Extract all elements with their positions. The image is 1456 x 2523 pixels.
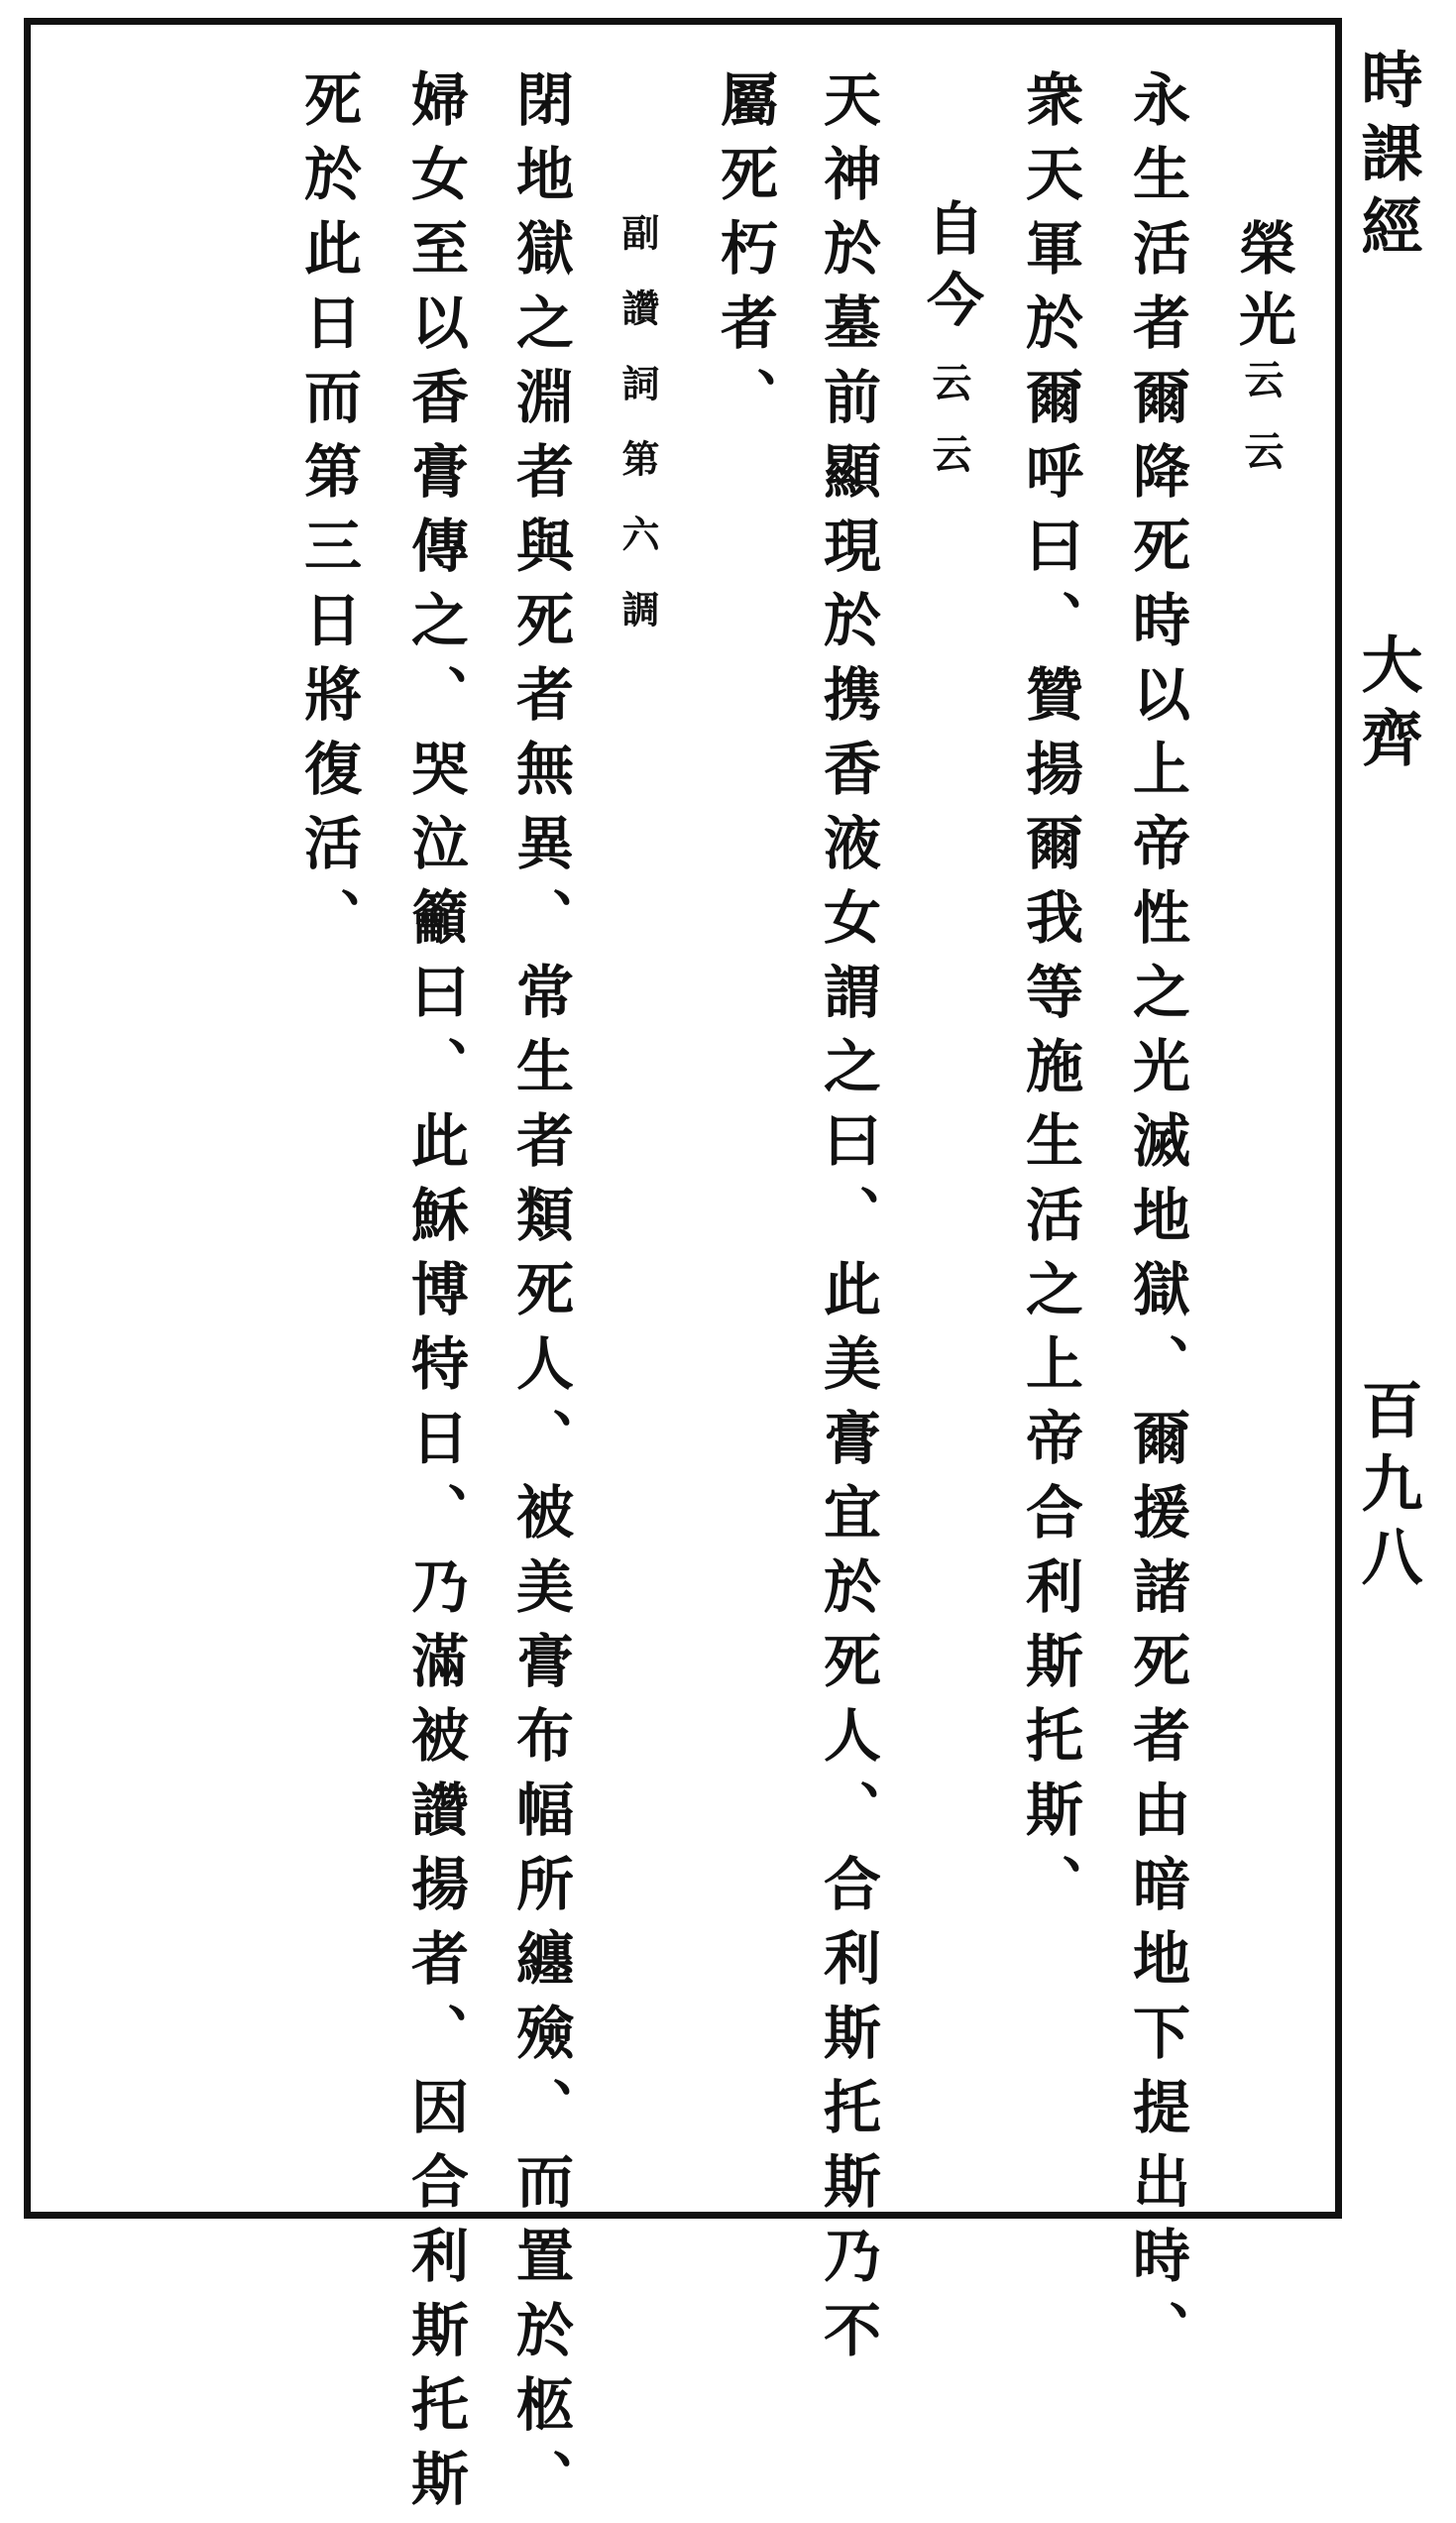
text-column-6: 屬死朽者、 [711, 69, 778, 441]
text-column-1: 永生活者爾降死時以上帝性之光滅地獄、爾援諸死者由暗地下提出時、 [1123, 69, 1190, 2374]
text-column-8: 閉地獄之淵者與死者無異、常生者類死人、被美膏布幅所纏殮、而置於柩、 [506, 69, 574, 2523]
text-column-4-heading: 自今 [917, 198, 984, 341]
text-column-2-heading: 榮光 [1229, 218, 1296, 361]
text-column-10: 死於此日而第三日將復活、 [294, 69, 362, 962]
section-label: 大齊 [1351, 632, 1423, 779]
text-column-7-subheading: 副讚詞第六調 [616, 213, 660, 665]
text-column-4-ellipsis: 云云 [926, 362, 972, 505]
text-column-5: 天神於墓前顯現於携香液女謂之曰、此美膏宜於死人、合利斯托斯乃不 [814, 69, 881, 2374]
text-column-2-ellipsis: 云云 [1238, 359, 1285, 502]
page-number: 百九八 [1351, 1378, 1423, 1598]
text-column-9: 婦女至以香膏傳之、哭泣籲曰、此穌博特日、乃滿被讚揚者、因合利斯托斯 [401, 69, 469, 2523]
book-title: 時課經 [1351, 48, 1423, 268]
text-column-3: 衆天軍於爾呼曰、贊揚爾我等施生活之上帝合利斯托斯、 [1016, 69, 1083, 1928]
